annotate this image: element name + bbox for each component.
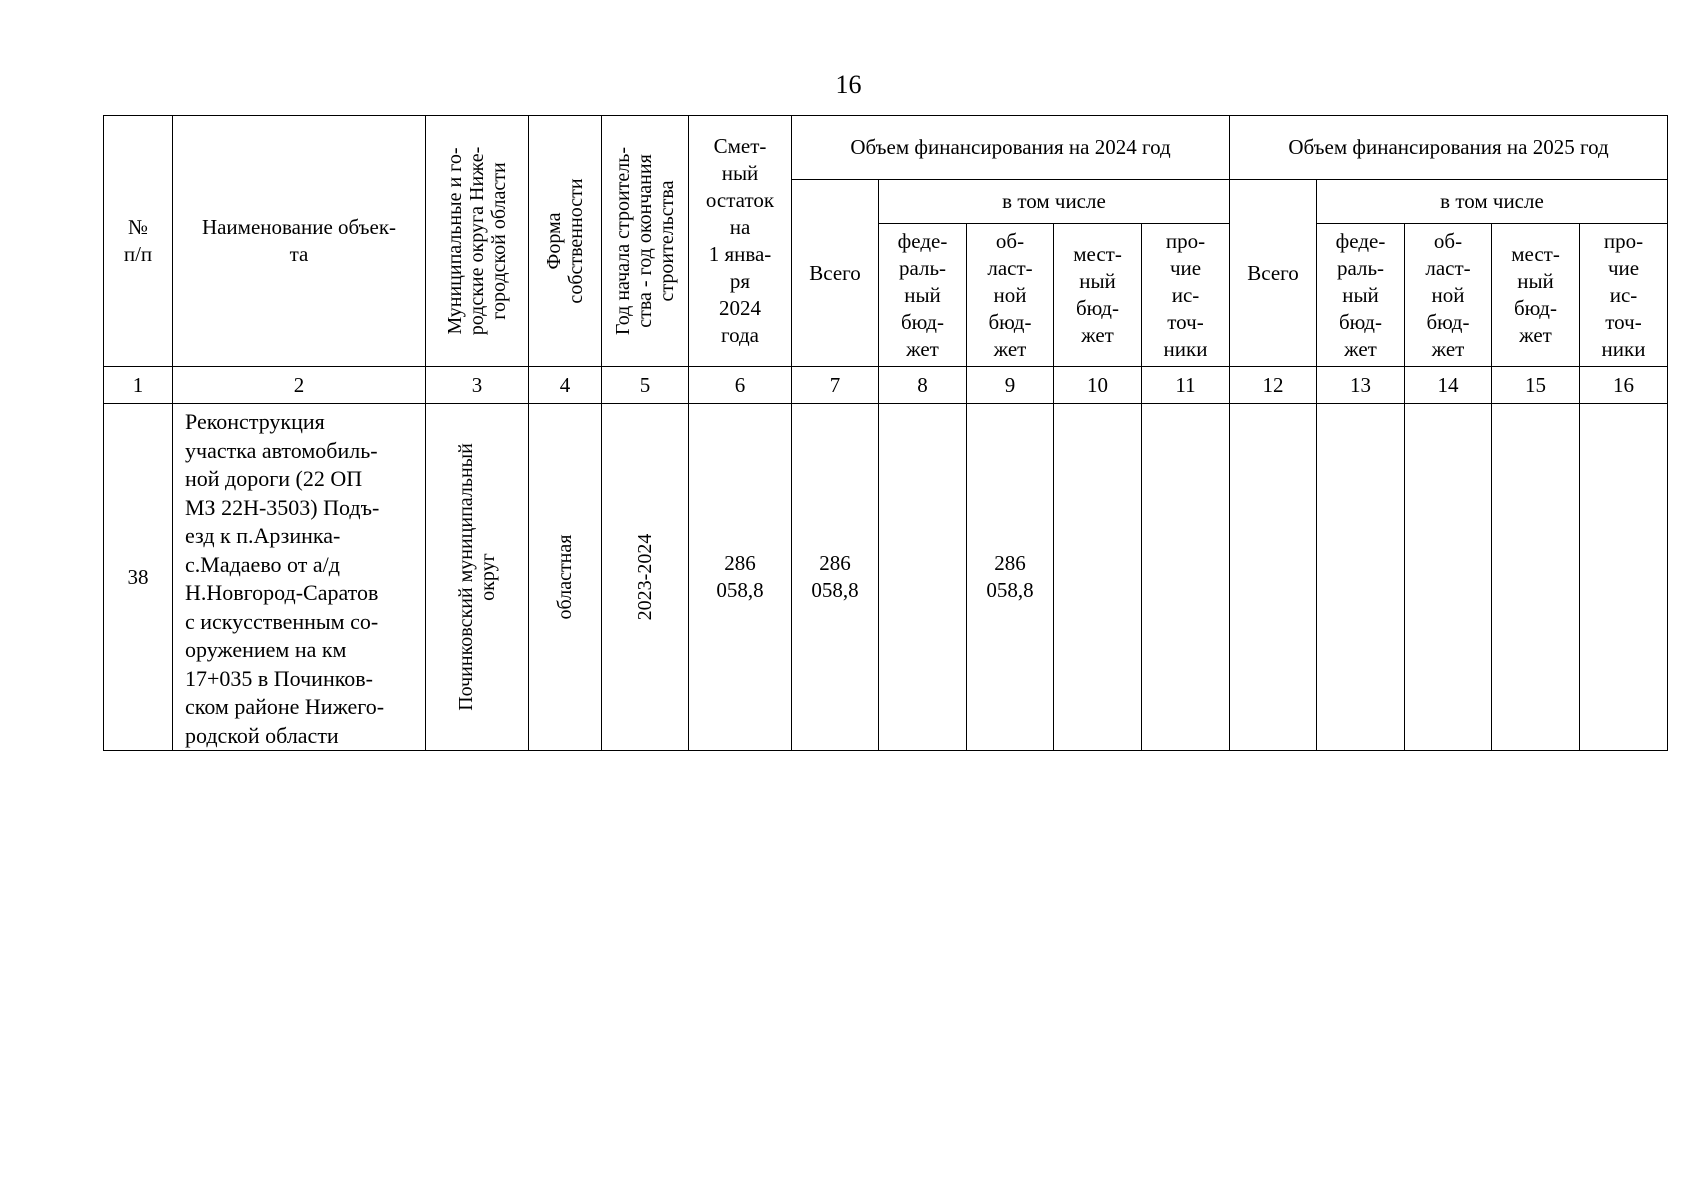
header-regional-2025: об- ласт- ной бюд- жет (1405, 224, 1492, 367)
header-years (602, 116, 689, 367)
column-number: 2 (173, 367, 426, 404)
local-2024-value (1054, 404, 1142, 751)
row-number: 38 (104, 404, 173, 751)
column-number: 6 (689, 367, 792, 404)
federal-2025-value (1317, 404, 1405, 751)
years-text: 2023-2024 (634, 533, 656, 621)
column-number: 8 (879, 367, 967, 404)
federal-2024-value (879, 404, 967, 751)
total-2024-value: 286 058,8 (792, 404, 879, 751)
column-number: 15 (1492, 367, 1580, 404)
column-number: 3 (426, 367, 529, 404)
header-number: № п/п (104, 116, 173, 367)
ownership-cell (529, 404, 602, 751)
other-2025-value (1580, 404, 1668, 751)
local-2025-value (1492, 404, 1580, 751)
column-number: 11 (1142, 367, 1230, 404)
column-number: 4 (529, 367, 602, 404)
header-local-2024: мест- ный бюд- жет (1054, 224, 1142, 367)
header-regional-2024: об- ласт- ной бюд- жет (967, 224, 1054, 367)
page-number: 16 (835, 70, 862, 99)
header-federal-2025: феде- раль- ный бюд- жет (1317, 224, 1405, 367)
header-years-text: Год начала строитель- ства - год окончания строительства (612, 146, 678, 336)
column-number: 10 (1054, 367, 1142, 404)
header-group-2025: Объем финансирования на 2025 год (1230, 116, 1668, 180)
header-federal-2024: феде- раль- ный бюд- жет (879, 224, 967, 367)
header-total-2025: Всего (1230, 180, 1317, 367)
header-estimated-balance: Смет- ный остаток на 1 янва- ря 2024 года (689, 116, 792, 367)
table-row (104, 404, 1668, 751)
column-number: 5 (602, 367, 689, 404)
ownership-text: областная (554, 534, 576, 620)
regional-2025-value (1405, 404, 1492, 751)
header-local-2025: мест- ный бюд- жет (1492, 224, 1580, 367)
district-text: Починковский муниципальный округ (455, 443, 499, 711)
estimated-balance-value: 286 058,8 (689, 404, 792, 751)
district-cell (426, 404, 529, 751)
regional-2024-value: 286 058,8 (967, 404, 1054, 751)
years-cell (602, 404, 689, 751)
header-group-2024: Объем финансирования на 2024 год (792, 116, 1230, 180)
header-including-2024: в том числе (879, 180, 1230, 224)
header-ownership (529, 116, 602, 367)
header-districts (426, 116, 529, 367)
header-districts-text: Муниципальные и го- родские округа Ниже- городской области (444, 146, 510, 336)
column-number: 12 (1230, 367, 1317, 404)
header-total-2024: Всего (792, 180, 879, 367)
total-2025-value (1230, 404, 1317, 751)
header-ownership-text: Форма собственности (543, 178, 587, 304)
column-number: 9 (967, 367, 1054, 404)
column-number: 16 (1580, 367, 1668, 404)
header-other-2024: про- чие ис- точ- ники (1142, 224, 1230, 367)
other-2024-value (1142, 404, 1230, 751)
header-including-2025: в том числе (1317, 180, 1668, 224)
header-other-2025: про- чие ис- точ- ники (1580, 224, 1668, 367)
column-number: 13 (1317, 367, 1405, 404)
header-object-name: Наименование объек- та (173, 116, 426, 367)
financing-table (103, 115, 1668, 751)
column-number: 14 (1405, 367, 1492, 404)
column-number: 1 (104, 367, 173, 404)
column-number-row (104, 367, 1668, 404)
column-number: 7 (792, 367, 879, 404)
object-name: Реконструкция участка автомобиль- ной дороги (22 ОП МЗ 22Н-3503) Подъ- езд к п.Арзинка- с.Мадаево от а/д Н.Новгород-Саратов с искусственным со- оружением на км 17+035 в Починков- ском районе Нижего- родской области (173, 404, 426, 751)
